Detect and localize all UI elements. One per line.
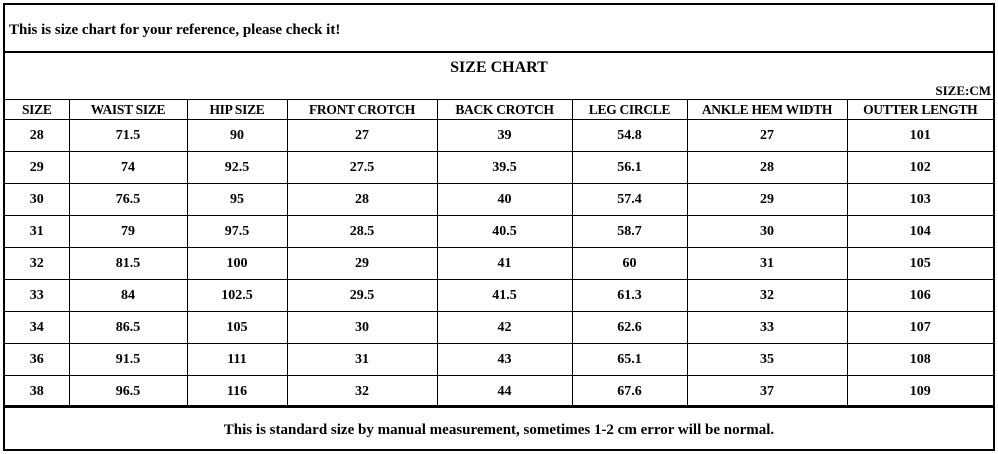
header-row [5,100,993,120]
cell-outter-length: 103 [847,184,993,216]
cell-waist-size: 76.5 [69,184,187,216]
cell-size: 38 [5,376,69,408]
cell-ankle-hem-width: 35 [687,344,847,376]
cell-size: 30 [5,184,69,216]
cell-ankle-hem-width: 27 [687,120,847,152]
table-row [5,248,993,280]
cell-hip-size: 111 [187,344,287,376]
title-row [5,53,993,101]
cell-back-crotch: 44 [437,376,572,408]
cell-outter-length: 107 [847,312,993,344]
cell-size: 28 [5,120,69,152]
cell-front-crotch: 28 [287,184,437,216]
cell-back-crotch: 39 [437,120,572,152]
cell-waist-size: 84 [69,280,187,312]
cell-hip-size: 116 [187,376,287,408]
cell-hip-size: 105 [187,312,287,344]
cell-waist-size: 74 [69,152,187,184]
cell-outter-length: 108 [847,344,993,376]
cell-ankle-hem-width: 32 [687,280,847,312]
table-row [5,312,993,344]
reference-notice: This is size chart for your reference, please check it! [5,5,993,53]
cell-front-crotch: 31 [287,344,437,376]
cell-outter-length: 101 [847,120,993,152]
column-header-outter-length: OUTTER LENGTH [847,100,993,120]
cell-front-crotch: 27 [287,120,437,152]
cell-back-crotch: 40.5 [437,216,572,248]
cell-ankle-hem-width: 37 [687,376,847,408]
cell-leg-circle: 56.1 [572,152,687,184]
table-row [5,280,993,312]
cell-outter-length: 106 [847,280,993,312]
cell-size: 34 [5,312,69,344]
column-header-hip-size: HIP SIZE [187,100,287,120]
cell-ankle-hem-width: 30 [687,216,847,248]
cell-leg-circle: 62.6 [572,312,687,344]
cell-back-crotch: 41.5 [437,280,572,312]
cell-back-crotch: 42 [437,312,572,344]
cell-leg-circle: 65.1 [572,344,687,376]
table-row [5,344,993,376]
column-header-size: SIZE [5,100,69,120]
cell-size: 36 [5,344,69,376]
column-header-leg-circle: LEG CIRCLE [572,100,687,120]
cell-front-crotch: 27.5 [287,152,437,184]
cell-hip-size: 100 [187,248,287,280]
cell-leg-circle: 61.3 [572,280,687,312]
cell-leg-circle: 60 [572,248,687,280]
table-row [5,376,993,408]
size-table [5,99,993,408]
table-row [5,184,993,216]
cell-hip-size: 95 [187,184,287,216]
cell-outter-length: 102 [847,152,993,184]
cell-hip-size: 102.5 [187,280,287,312]
cell-waist-size: 79 [69,216,187,248]
cell-outter-length: 105 [847,248,993,280]
cell-ankle-hem-width: 33 [687,312,847,344]
cell-hip-size: 90 [187,120,287,152]
cell-leg-circle: 54.8 [572,120,687,152]
cell-size: 33 [5,280,69,312]
cell-size: 31 [5,216,69,248]
cell-front-crotch: 29 [287,248,437,280]
cell-back-crotch: 43 [437,344,572,376]
cell-leg-circle: 58.7 [572,216,687,248]
cell-outter-length: 104 [847,216,993,248]
cell-hip-size: 97.5 [187,216,287,248]
cell-leg-circle: 57.4 [572,184,687,216]
cell-waist-size: 81.5 [69,248,187,280]
cell-front-crotch: 32 [287,376,437,408]
cell-outter-length: 109 [847,376,993,408]
cell-back-crotch: 39.5 [437,152,572,184]
column-header-waist-size: WAIST SIZE [69,100,187,120]
cell-waist-size: 71.5 [69,120,187,152]
cell-waist-size: 96.5 [69,376,187,408]
cell-front-crotch: 30 [287,312,437,344]
cell-front-crotch: 28.5 [287,216,437,248]
unit-label: SIZE:CM [935,83,991,98]
cell-leg-circle: 67.6 [572,376,687,408]
cell-size: 29 [5,152,69,184]
cell-back-crotch: 41 [437,248,572,280]
cell-ankle-hem-width: 31 [687,248,847,280]
table-row [5,216,993,248]
cell-size: 32 [5,248,69,280]
cell-ankle-hem-width: 28 [687,152,847,184]
chart-title: SIZE CHART [450,59,548,76]
column-header-back-crotch: BACK CROTCH [437,100,572,120]
cell-waist-size: 86.5 [69,312,187,344]
size-chart-frame [3,3,995,451]
measurement-disclaimer: This is standard size by manual measurement, sometimes 1-2 cm error will be normal. [5,405,993,449]
cell-hip-size: 92.5 [187,152,287,184]
cell-ankle-hem-width: 29 [687,184,847,216]
table-row [5,152,993,184]
cell-back-crotch: 40 [437,184,572,216]
cell-waist-size: 91.5 [69,344,187,376]
table-row [5,120,993,152]
column-header-front-crotch: FRONT CROTCH [287,100,437,120]
column-header-ankle-hem-width: ANKLE HEM WIDTH [687,100,847,120]
cell-front-crotch: 29.5 [287,280,437,312]
